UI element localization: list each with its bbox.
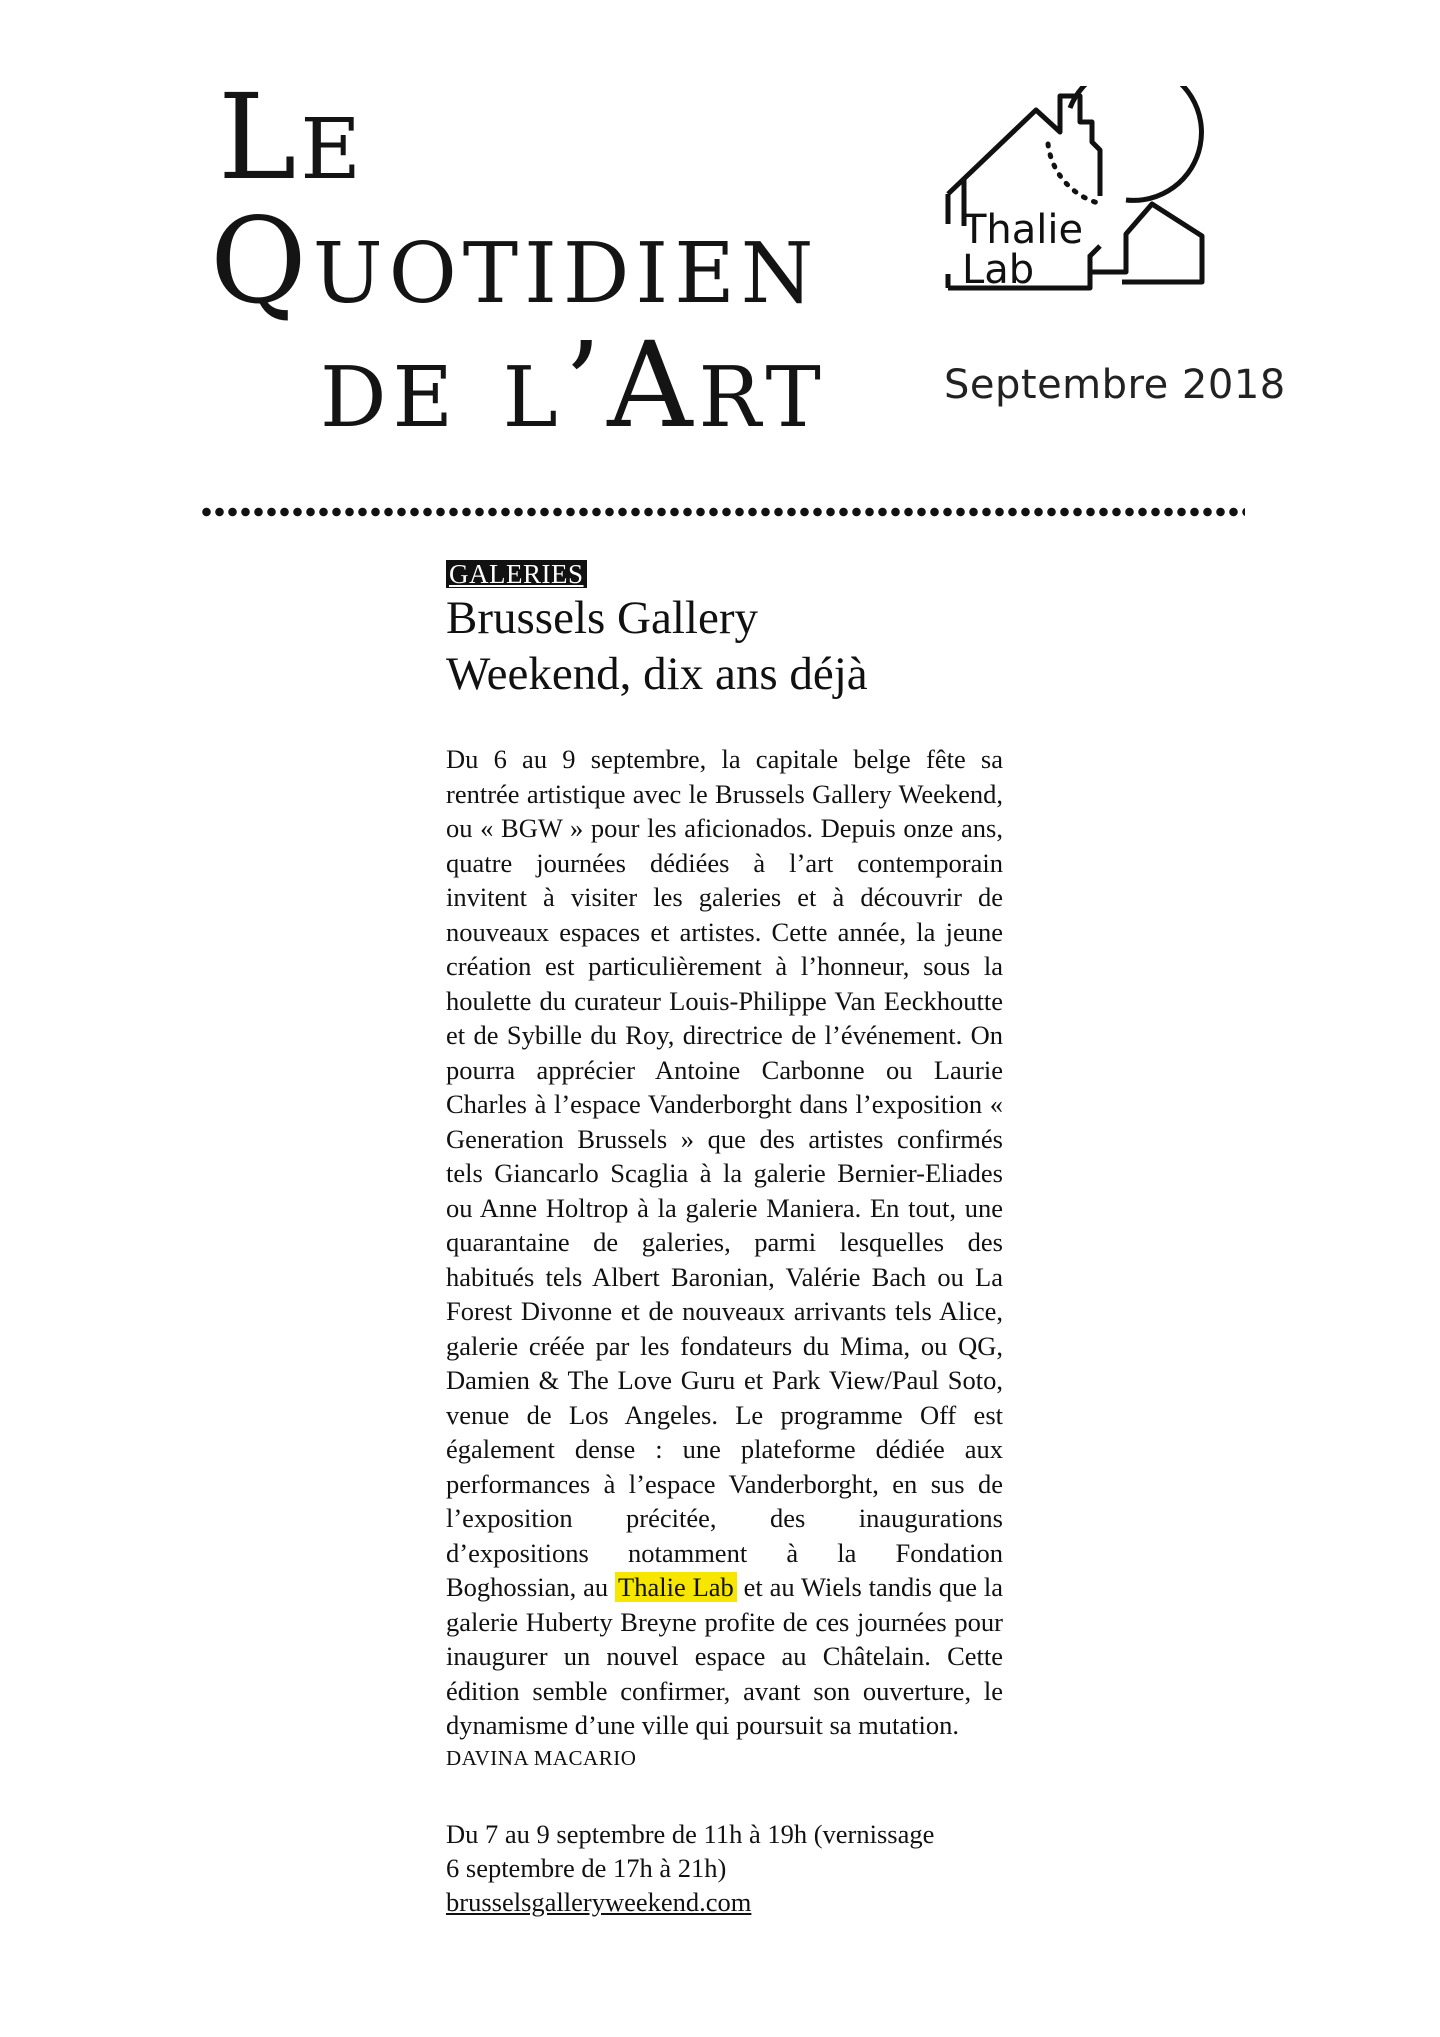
event-dates: Du 7 au 9 septembre de 11h à 19h (vernissage [446,1818,935,1849]
article-author: DAVINA MACARIO [446,1745,637,1770]
article-headline [446,590,1003,702]
rubric-badge: GALERIES [446,560,587,588]
article-body [446,742,1003,1743]
body-text-part-2: et au Wiels tandis que la galerie Huberty Breyne profite de ces journées pour inaugurer un nouvel espace au Châtelain. Cette édition semble confirmer, avant son ouverture, le dynamisme d’une ville qui poursuit sa mutation. [446,1572,1004,1740]
masthead-line-quotidien: Quotidien [210,192,820,330]
article [446,560,1003,1919]
issue-date: Septembre 2018 [944,362,1286,408]
logo-text-thalie: Thalie [962,207,1084,253]
headline-line-2: Weekend, dix ans déjà [446,648,868,700]
event-vernissage: 6 septembre de 17h à 21h) [446,1852,727,1883]
masthead-line-le: Le [218,68,365,206]
event-info [446,1817,1003,1919]
event-website-link[interactable]: brusselsgalleryweekend.com [446,1886,752,1917]
masthead-line-de-lart: de l’Art [320,316,827,454]
body-text-part-1: Du 6 au 9 septembre, la capitale belge fête sa rentrée artistique avec le Brussels Gallery Weekend, ou « BGW » pour les aficionados. Depuis onze ans, quatre journées dédiées à l’art contemporain invitent à visiter les galeries et à découvrir de nouveaux espaces et artistes. Cette année, la jeune création est particulièrement à l’honneur, sous la houlette du curateur Louis-Philippe Van Eeckhoutte et de Sybille du Roy, directrice de l’événement. On pourra apprécier Antoine Carbonne ou Laurie Charles à l’espace Vanderborght dans l’exposition « Generation Brussels » que des artistes confirmés tels Giancarlo Scaglia à la galerie Bernier-Eliades ou Anne Holtrop à la galerie Maniera. En tout, une quarantaine de galeries, parmi lesquelles des habitués tels Albert Baronian, Valérie Bach ou La Forest Divonne et de nouveaux arrivants tels Alice, galerie créée par les fondateurs du Mima, ou QG, Damien & The Love Guru et Park View/Paul Soto, venue de Los Angeles. Le programme Off est également dense : une plateforme dédiée aux performances à l’espace Vanderborght, en sus de l’exposition précitée, des inaugurations d’expositions notamment à la Fondation Boghossian, au [446,744,1003,1602]
highlighted-mention: Thalie Lab [615,1572,737,1602]
masthead [210,68,890,454]
logo-text-lab: Lab [962,247,1035,293]
thalie-lab-logo [940,86,1220,296]
logo-wordmark [962,207,1084,293]
headline-line-1: Brussels Gallery [446,592,758,644]
dotted-divider [200,505,1245,519]
